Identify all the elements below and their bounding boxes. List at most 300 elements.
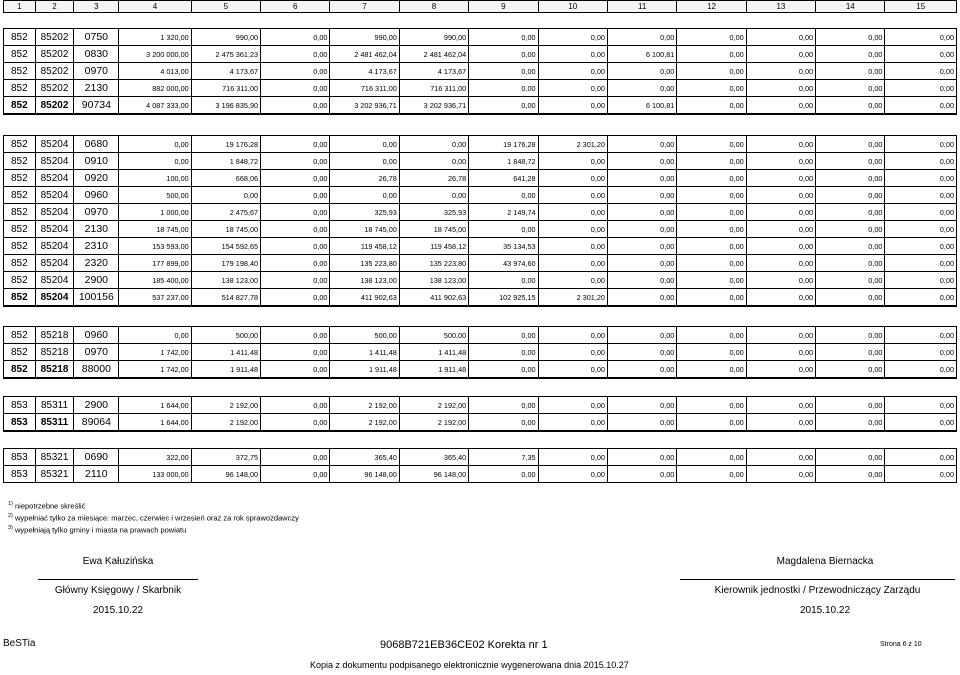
cell-col-12: 0,00	[677, 466, 746, 483]
footnote-text: wypełniają tylko gminy i miasta na prawach powiatu	[14, 525, 187, 535]
cell-col-8: 0,00	[399, 136, 468, 153]
cell-col-8: 716 311,00	[399, 80, 468, 97]
cell-col-10: 0,00	[538, 466, 607, 483]
cell-col-1: 852	[4, 46, 36, 63]
cell-col-4: 185 400,00	[119, 272, 191, 289]
cell-col-5: 1 848,72	[191, 153, 260, 170]
footnote-mark: 1)	[8, 501, 13, 507]
cell-col-15: 0,00	[885, 414, 957, 432]
cell-col-3: 100156	[74, 289, 119, 307]
cell-col-10: 0,00	[538, 344, 607, 361]
cell-col-15: 0,00	[885, 238, 957, 255]
column-number: 14	[816, 1, 885, 13]
cell-col-14: 0,00	[816, 289, 885, 307]
cell-col-6: 0,00	[261, 63, 330, 80]
cell-col-11: 0,00	[607, 466, 676, 483]
cell-col-3: 2130	[74, 80, 119, 97]
cell-col-4: 1 000,00	[119, 204, 191, 221]
cell-col-3: 2130	[74, 221, 119, 238]
cell-col-5: 179 198,40	[191, 255, 260, 272]
cell-col-6: 0,00	[261, 170, 330, 187]
cell-col-2: 85204	[35, 238, 74, 255]
cell-col-14: 0,00	[816, 153, 885, 170]
cell-col-15: 0,00	[885, 170, 957, 187]
cell-col-13: 0,00	[746, 449, 815, 466]
cell-col-3: 0960	[74, 327, 119, 344]
cell-col-15: 0,00	[885, 397, 957, 414]
cell-col-14: 0,00	[816, 272, 885, 289]
copy-note: Kopia z dokumentu podpisanego elektronicznie wygenerowana dnia 2015.10.27	[310, 660, 629, 670]
column-number: 5	[191, 1, 260, 13]
cell-col-9: 2 149,74	[469, 204, 538, 221]
column-number: 1	[4, 1, 36, 13]
cell-col-5: 1 911,48	[191, 361, 260, 379]
cell-col-3: 2310	[74, 238, 119, 255]
document-id: 9068B721EB36CE02 Korekta nr 1	[380, 639, 548, 651]
cell-col-1: 852	[4, 221, 36, 238]
cell-col-1: 852	[4, 153, 36, 170]
cell-col-14: 0,00	[816, 255, 885, 272]
cell-col-9: 0,00	[469, 80, 538, 97]
cell-col-11: 0,00	[607, 136, 676, 153]
cell-col-5: 2 192,00	[191, 397, 260, 414]
cell-col-1: 853	[4, 449, 36, 466]
cell-col-8: 135 223,80	[399, 255, 468, 272]
cell-col-3: 0910	[74, 153, 119, 170]
column-number: 9	[469, 1, 538, 13]
cell-col-12: 0,00	[677, 136, 746, 153]
cell-col-3: 2320	[74, 255, 119, 272]
cell-col-10: 0,00	[538, 170, 607, 187]
column-number: 8	[399, 1, 468, 13]
cell-col-4: 18 745,00	[119, 221, 191, 238]
cell-col-7: 3 202 936,71	[330, 97, 399, 115]
left-signer-role: Główny Księgowy / Skarbnik	[54, 585, 182, 596]
cell-col-4: 1 320,00	[119, 29, 191, 46]
cell-col-5: 716 311,00	[191, 80, 260, 97]
column-number: 2	[35, 1, 74, 13]
cell-col-7: 2 481 462,04	[330, 46, 399, 63]
cell-col-6: 0,00	[261, 272, 330, 289]
cell-col-8: 26,78	[399, 170, 468, 187]
cell-col-8: 1 411,48	[399, 344, 468, 361]
cell-col-1: 852	[4, 272, 36, 289]
cell-col-12: 0,00	[677, 414, 746, 432]
table-row	[4, 136, 957, 153]
cell-col-11: 0,00	[607, 187, 676, 204]
cell-col-10: 0,00	[538, 97, 607, 115]
cell-col-3: 0970	[74, 344, 119, 361]
cell-col-15: 0,00	[885, 136, 957, 153]
cell-col-3: 0680	[74, 136, 119, 153]
cell-col-13: 0,00	[746, 80, 815, 97]
cell-col-9: 1 848,72	[469, 153, 538, 170]
cell-col-6: 0,00	[261, 397, 330, 414]
cell-col-2: 85202	[35, 80, 74, 97]
cell-col-10: 0,00	[538, 238, 607, 255]
cell-col-15: 0,00	[885, 153, 957, 170]
cell-col-8: 411 902,63	[399, 289, 468, 307]
cell-col-6: 0,00	[261, 136, 330, 153]
cell-col-9: 0,00	[469, 361, 538, 379]
footnote-mark: 2)	[8, 513, 13, 519]
cell-col-10: 0,00	[538, 361, 607, 379]
right-signer-name: Magdalena Biernacka	[776, 556, 874, 567]
cell-col-6: 0,00	[261, 46, 330, 63]
cell-col-11: 0,00	[607, 63, 676, 80]
cell-col-6: 0,00	[261, 29, 330, 46]
cell-col-2: 85204	[35, 153, 74, 170]
cell-col-7: 411 902,63	[330, 289, 399, 307]
table-row	[4, 327, 957, 344]
cell-col-10: 0,00	[538, 397, 607, 414]
cell-col-11: 0,00	[607, 361, 676, 379]
cell-col-10: 0,00	[538, 46, 607, 63]
cell-col-5: 154 592,65	[191, 238, 260, 255]
cell-col-3: 90734	[74, 97, 119, 115]
cell-col-1: 852	[4, 361, 36, 379]
summary-row	[4, 289, 957, 307]
table-row	[4, 80, 957, 97]
cell-col-2: 85204	[35, 136, 74, 153]
cell-col-15: 0,00	[885, 97, 957, 115]
system-name: BeSTia	[3, 638, 36, 649]
cell-col-5: 18 745,00	[191, 221, 260, 238]
cell-col-6: 0,00	[261, 187, 330, 204]
cell-col-1: 852	[4, 170, 36, 187]
cell-col-11: 6 100,81	[607, 97, 676, 115]
cell-col-8: 0,00	[399, 153, 468, 170]
cell-col-5: 3 196 835,90	[191, 97, 260, 115]
right-signature-line	[680, 579, 955, 580]
cell-col-13: 0,00	[746, 97, 815, 115]
cell-col-13: 0,00	[746, 221, 815, 238]
cell-col-2: 85321	[35, 449, 74, 466]
column-number: 6	[261, 1, 330, 13]
cell-col-8: 2 481 462,04	[399, 46, 468, 63]
cell-col-15: 0,00	[885, 289, 957, 307]
cell-col-4: 537 237,00	[119, 289, 191, 307]
cell-col-9: 0,00	[469, 29, 538, 46]
cell-col-9: 19 176,28	[469, 136, 538, 153]
cell-col-11: 6 100,81	[607, 46, 676, 63]
cell-col-12: 0,00	[677, 63, 746, 80]
cell-col-1: 853	[4, 397, 36, 414]
column-number: 13	[746, 1, 815, 13]
cell-col-1: 853	[4, 414, 36, 432]
cell-col-7: 990,00	[330, 29, 399, 46]
cell-col-7: 0,00	[330, 187, 399, 204]
cell-col-3: 88000	[74, 361, 119, 379]
cell-col-15: 0,00	[885, 221, 957, 238]
cell-col-2: 85204	[35, 255, 74, 272]
cell-col-12: 0,00	[677, 29, 746, 46]
cell-col-2: 85204	[35, 221, 74, 238]
cell-col-10: 0,00	[538, 272, 607, 289]
cell-col-1: 852	[4, 187, 36, 204]
cell-col-10: 0,00	[538, 204, 607, 221]
cell-col-7: 325,93	[330, 204, 399, 221]
data-block	[3, 396, 957, 432]
cell-col-7: 716 311,00	[330, 80, 399, 97]
left-signer-name: Ewa Kałuzińska	[82, 556, 154, 567]
cell-col-8: 96 148,00	[399, 466, 468, 483]
cell-col-7: 0,00	[330, 153, 399, 170]
cell-col-11: 0,00	[607, 80, 676, 97]
cell-col-10: 0,00	[538, 449, 607, 466]
cell-col-6: 0,00	[261, 289, 330, 307]
cell-col-7: 0,00	[330, 136, 399, 153]
column-number: 12	[677, 1, 746, 13]
table-row	[4, 344, 957, 361]
cell-col-2: 85204	[35, 204, 74, 221]
footnote-text: niepotrzebne skreślić	[14, 501, 86, 511]
cell-col-10: 0,00	[538, 221, 607, 238]
table-row	[4, 221, 957, 238]
cell-col-15: 0,00	[885, 29, 957, 46]
cell-col-7: 500,00	[330, 327, 399, 344]
cell-col-13: 0,00	[746, 397, 815, 414]
cell-col-11: 0,00	[607, 255, 676, 272]
cell-col-5: 500,00	[191, 327, 260, 344]
cell-col-9: 0,00	[469, 187, 538, 204]
cell-col-12: 0,00	[677, 255, 746, 272]
cell-col-2: 85202	[35, 46, 74, 63]
column-number: 4	[119, 1, 191, 13]
cell-col-2: 85202	[35, 97, 74, 115]
cell-col-15: 0,00	[885, 187, 957, 204]
cell-col-15: 0,00	[885, 80, 957, 97]
cell-col-4: 882 000,00	[119, 80, 191, 97]
cell-col-2: 85311	[35, 397, 74, 414]
cell-col-14: 0,00	[816, 29, 885, 46]
cell-col-3: 0970	[74, 204, 119, 221]
cell-col-14: 0,00	[816, 187, 885, 204]
cell-col-11: 0,00	[607, 238, 676, 255]
summary-row	[4, 414, 957, 432]
cell-col-10: 0,00	[538, 255, 607, 272]
cell-col-9: 0,00	[469, 97, 538, 115]
cell-col-4: 1 742,00	[119, 361, 191, 379]
cell-col-4: 1 742,00	[119, 344, 191, 361]
table-row	[4, 397, 957, 414]
cell-col-12: 0,00	[677, 344, 746, 361]
cell-col-14: 0,00	[816, 361, 885, 379]
column-header-table	[3, 0, 957, 13]
cell-col-10: 2 301,20	[538, 136, 607, 153]
cell-col-9: 0,00	[469, 344, 538, 361]
cell-col-6: 0,00	[261, 153, 330, 170]
cell-col-1: 852	[4, 29, 36, 46]
table-row	[4, 204, 957, 221]
cell-col-13: 0,00	[746, 272, 815, 289]
column-number: 3	[74, 1, 119, 13]
cell-col-15: 0,00	[885, 204, 957, 221]
cell-col-7: 2 192,00	[330, 414, 399, 432]
cell-col-4: 177 899,00	[119, 255, 191, 272]
cell-col-15: 0,00	[885, 361, 957, 379]
cell-col-3: 2110	[74, 466, 119, 483]
cell-col-7: 1 411,48	[330, 344, 399, 361]
cell-col-8: 2 192,00	[399, 397, 468, 414]
cell-col-9: 0,00	[469, 221, 538, 238]
cell-col-12: 0,00	[677, 187, 746, 204]
cell-col-12: 0,00	[677, 449, 746, 466]
cell-col-8: 3 202 936,71	[399, 97, 468, 115]
cell-col-13: 0,00	[746, 361, 815, 379]
cell-col-8: 119 458,12	[399, 238, 468, 255]
cell-col-11: 0,00	[607, 272, 676, 289]
cell-col-9: 0,00	[469, 46, 538, 63]
cell-col-14: 0,00	[816, 97, 885, 115]
cell-col-3: 0830	[74, 46, 119, 63]
cell-col-7: 4 173,67	[330, 63, 399, 80]
cell-col-13: 0,00	[746, 63, 815, 80]
cell-col-15: 0,00	[885, 272, 957, 289]
cell-col-9: 102 925,15	[469, 289, 538, 307]
cell-col-3: 0750	[74, 29, 119, 46]
cell-col-6: 0,00	[261, 255, 330, 272]
cell-col-14: 0,00	[816, 136, 885, 153]
cell-col-3: 89064	[74, 414, 119, 432]
table-row	[4, 46, 957, 63]
cell-col-15: 0,00	[885, 449, 957, 466]
cell-col-10: 0,00	[538, 80, 607, 97]
cell-col-2: 85218	[35, 361, 74, 379]
cell-col-1: 852	[4, 80, 36, 97]
cell-col-4: 100,00	[119, 170, 191, 187]
column-number: 7	[330, 1, 399, 13]
cell-col-13: 0,00	[746, 289, 815, 307]
cell-col-7: 365,40	[330, 449, 399, 466]
cell-col-11: 0,00	[607, 170, 676, 187]
cell-col-3: 0920	[74, 170, 119, 187]
cell-col-10: 0,00	[538, 414, 607, 432]
cell-col-10: 0,00	[538, 187, 607, 204]
cell-col-12: 0,00	[677, 97, 746, 115]
cell-col-11: 0,00	[607, 397, 676, 414]
cell-col-4: 0,00	[119, 327, 191, 344]
cell-col-13: 0,00	[746, 466, 815, 483]
cell-col-6: 0,00	[261, 238, 330, 255]
left-signature-line	[38, 579, 198, 580]
cell-col-1: 852	[4, 204, 36, 221]
cell-col-3: 0690	[74, 449, 119, 466]
cell-col-13: 0,00	[746, 204, 815, 221]
cell-col-12: 0,00	[677, 80, 746, 97]
cell-col-14: 0,00	[816, 466, 885, 483]
cell-col-5: 19 176,28	[191, 136, 260, 153]
footnote-1	[8, 501, 85, 511]
cell-col-14: 0,00	[816, 327, 885, 344]
cell-col-5: 514 827,78	[191, 289, 260, 307]
summary-row	[4, 97, 957, 115]
cell-col-11: 0,00	[607, 449, 676, 466]
cell-col-2: 85218	[35, 327, 74, 344]
cell-col-5: 96 148,00	[191, 466, 260, 483]
data-block	[3, 28, 957, 115]
cell-col-12: 0,00	[677, 272, 746, 289]
cell-col-4: 0,00	[119, 136, 191, 153]
cell-col-14: 0,00	[816, 204, 885, 221]
cell-col-10: 2 301,20	[538, 289, 607, 307]
cell-col-1: 853	[4, 466, 36, 483]
cell-col-7: 1 911,48	[330, 361, 399, 379]
table-row	[4, 63, 957, 80]
cell-col-1: 852	[4, 63, 36, 80]
cell-col-13: 0,00	[746, 170, 815, 187]
summary-row	[4, 361, 957, 379]
cell-col-9: 7,35	[469, 449, 538, 466]
cell-col-11: 0,00	[607, 153, 676, 170]
cell-col-13: 0,00	[746, 136, 815, 153]
cell-col-1: 852	[4, 97, 36, 115]
cell-col-7: 18 745,00	[330, 221, 399, 238]
cell-col-5: 138 123,00	[191, 272, 260, 289]
cell-col-10: 0,00	[538, 29, 607, 46]
cell-col-2: 85218	[35, 344, 74, 361]
cell-col-6: 0,00	[261, 327, 330, 344]
table-row	[4, 449, 957, 466]
cell-col-1: 852	[4, 136, 36, 153]
data-block	[3, 448, 957, 483]
cell-col-9: 0,00	[469, 414, 538, 432]
cell-col-6: 0,00	[261, 361, 330, 379]
cell-col-14: 0,00	[816, 80, 885, 97]
cell-col-8: 365,40	[399, 449, 468, 466]
cell-col-8: 4 173,67	[399, 63, 468, 80]
cell-col-1: 852	[4, 289, 36, 307]
left-sign-date: 2015.10.22	[92, 605, 144, 616]
cell-col-9: 0,00	[469, 397, 538, 414]
cell-col-15: 0,00	[885, 63, 957, 80]
cell-col-1: 852	[4, 327, 36, 344]
data-block	[3, 326, 957, 379]
cell-col-8: 2 192,00	[399, 414, 468, 432]
cell-col-9: 43 974,60	[469, 255, 538, 272]
cell-col-3: 2900	[74, 397, 119, 414]
cell-col-8: 500,00	[399, 327, 468, 344]
cell-col-5: 372,75	[191, 449, 260, 466]
cell-col-12: 0,00	[677, 221, 746, 238]
cell-col-11: 0,00	[607, 29, 676, 46]
cell-col-7: 138 123,00	[330, 272, 399, 289]
cell-col-8: 1 911,48	[399, 361, 468, 379]
cell-col-2: 85204	[35, 272, 74, 289]
cell-col-10: 0,00	[538, 327, 607, 344]
cell-col-15: 0,00	[885, 46, 957, 63]
cell-col-14: 0,00	[816, 221, 885, 238]
cell-col-5: 4 173,67	[191, 63, 260, 80]
cell-col-9: 0,00	[469, 466, 538, 483]
cell-col-12: 0,00	[677, 170, 746, 187]
cell-col-4: 1 644,00	[119, 414, 191, 432]
cell-col-8: 990,00	[399, 29, 468, 46]
column-number: 10	[538, 1, 607, 13]
table-row	[4, 29, 957, 46]
cell-col-3: 0970	[74, 63, 119, 80]
cell-col-6: 0,00	[261, 414, 330, 432]
cell-col-3: 0960	[74, 187, 119, 204]
cell-col-7: 135 223,80	[330, 255, 399, 272]
cell-col-13: 0,00	[746, 153, 815, 170]
cell-col-9: 0,00	[469, 63, 538, 80]
cell-col-14: 0,00	[816, 170, 885, 187]
cell-col-5: 668,06	[191, 170, 260, 187]
table-row	[4, 153, 957, 170]
cell-col-14: 0,00	[816, 344, 885, 361]
cell-col-6: 0,00	[261, 344, 330, 361]
